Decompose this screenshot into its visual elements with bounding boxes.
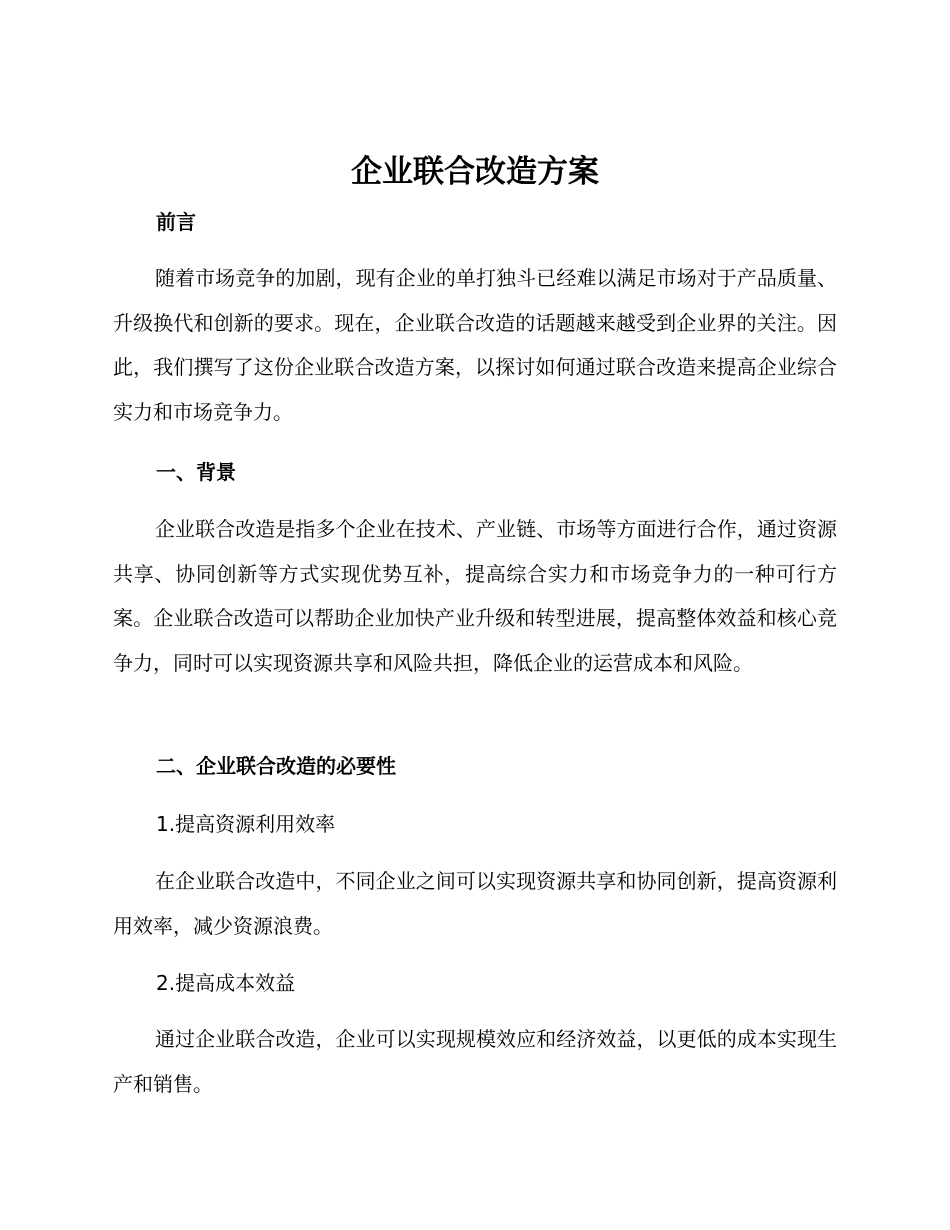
document-title: 企业联合改造方案 [351, 154, 599, 190]
paragraph-cost-benefit: 通过企业联合改造，企业可以实现规模效应和经济效益，以更低的成本实现生产和销售。 [113, 1027, 837, 1096]
paragraph-background: 企业联合改造是指多个企业在技术、产业链、市场等方面进行合作，通过资源共享、协同创新等方式实现优势互补，提高综合实力和市场竞争力的一种可行方案。企业联合改造可以帮助企业加快产业升级和转型进展，提高整体效益和核心竞争力，同时可以实现资源共享和风险共担，降低企业的运营成本和风险。 [113, 517, 837, 675]
section-heading-preface: 前言 [156, 210, 196, 234]
subheading-cost-benefit: 2.提高成本效益 [156, 971, 296, 995]
subheading-resource-efficiency: 1.提高资源利用效率 [156, 812, 336, 836]
section-heading-background: 一、背景 [156, 460, 236, 484]
paragraph-resource-efficiency: 在企业联合改造中，不同企业之间可以实现资源共享和协同创新，提高资源利用效率，减少资源浪费。 [113, 869, 837, 938]
paragraph-preface: 随着市场竞争的加剧，现有企业的单打独斗已经难以满足市场对于产品质量、升级换代和创新的要求。现在，企业联合改造的话题越来越受到企业界的关注。因此，我们撰写了这份企业联合改造方案，以探讨如何通过联合改造来提高企业综合实力和市场竞争力。 [113, 266, 837, 424]
section-heading-necessity: 二、企业联合改造的必要性 [156, 754, 396, 778]
